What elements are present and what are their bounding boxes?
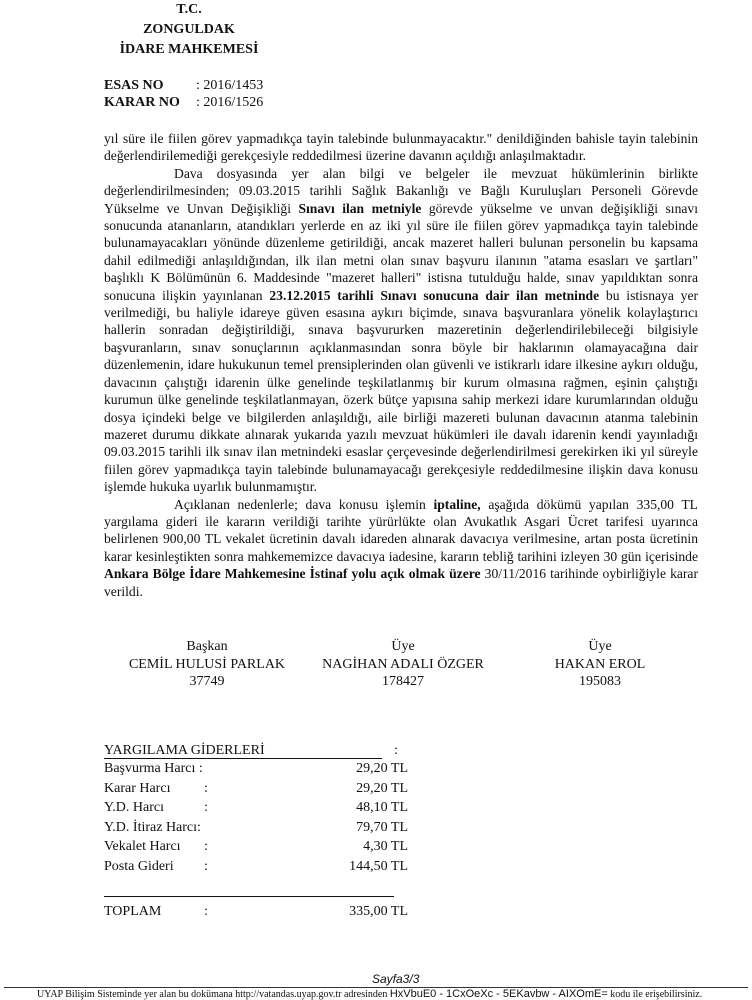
court-header	[104, 0, 274, 60]
paragraph-3-text-b: aşağıda dökümü yapılan 335,00 TL yargılama gideri ile kararın verildiği tarihte yürürlükte olan Avukatlık Asgari Ücret tarifesi uyarınca belirlenen 900,00 TL vekalet ücretinin davalı idareden alınarak davacıya verilmesine, artan posta ücretinin karar kesinleştikten sonra mahkememizce davacıya iadesine, kararın tebliğ tarihini izleyen 30 gün içerisinde	[104, 496, 698, 564]
footer-text-before: UYAP Bilişim Sisteminde yer alan bu dokümana http://vatandas.uyap.gov.tr adresinden	[37, 989, 390, 1000]
cost-total-name: TOPLAM	[104, 903, 162, 919]
cost-row	[104, 780, 408, 800]
header-tc: T.C.	[176, 2, 202, 17]
signature-name: CEMİL HULUSİ PARLAK	[128, 656, 286, 672]
paragraph-2-bold-b: 23.12.2015 tarihli Sınavı sonucuna dair ilan metninde	[269, 287, 600, 303]
costs-title: YARGILAMA GİDERLERİ	[104, 743, 265, 758]
cost-name: Posta Gideri	[104, 858, 174, 874]
cost-value: 29,20 TL	[356, 761, 408, 776]
header-city: ZONGULDAK	[143, 22, 235, 37]
cost-value: 29,20 TL	[356, 780, 408, 796]
paragraph-3-text-a: Açıklanan nedenlerle; dava konusu işlemin	[174, 496, 434, 512]
decision-body	[104, 130, 698, 600]
cost-colon: :	[204, 800, 208, 816]
cost-row	[104, 819, 408, 839]
cost-row	[104, 858, 408, 878]
costs-title-colon: :	[394, 743, 398, 758]
costs-title-row	[104, 742, 408, 760]
cost-row	[104, 838, 408, 858]
paragraph-2	[104, 165, 698, 496]
signature-role: Başkan	[186, 639, 228, 654]
costs-title-underline	[104, 758, 382, 759]
cost-name: Y.D. İtiraz Harcı:	[104, 819, 201, 835]
cost-total-colon: :	[204, 903, 208, 919]
karar-value: : 2016/1526	[196, 95, 264, 110]
karar-label: KARAR NO	[104, 95, 180, 110]
signature-role: Üye	[588, 639, 612, 654]
signature-number: 195083	[579, 674, 621, 689]
paragraph-2-text-b: görevde yükselme ve unvan değişikliği sınavı sonucunda atananların, atandıkları yerlerde en az iki yıl süre ile fiilen görev yapmadıkça tayin talebinde bulunamayacakları yönünde düzenleme getirildiği, ancak mazeret halleri bulunan personelin bu kapsama dahil edilmediği anlaşıldığından, ilk ilan metni olan sınav başvuru ilanının "atama esasları ve şartları" başlıklı K Bölümünün 6. Maddesinde "mazeret halleri" istisna tutulduğu halde, sınav yapıldıktan sonra sonucuna ilişkin yayınlanan	[104, 200, 698, 303]
esas-row	[104, 77, 263, 94]
signature-member-1	[310, 638, 496, 691]
cost-value: 48,10 TL	[356, 800, 408, 816]
paragraph-2-text-c: bu istisnaya yer verilmediği, bu haliyle idareye güven esasına aykırı biçimde, sınava başvuranlara yönelik kolaylaştırıcı hallerin sonradan değiştirildiği, sınava başvururken mazeretinin değerlendirilebileceği bilgisiyle başvuranların, sınav sonuçlarının açıklanmasından sonra böyle bir haklarının olamayacağına dair düzenlemenin, idare hukukunun temel prensiplerinden olan güvenli ve istikrarlı idare ilkesine aykırı olduğu, davacının çalıştığı idarenin ülke genelinde teşkilatlanmış bir kurum olmasına rağmen, eşinin çalıştığı kurumun ülke genelinde teşkilatlanmayan, özerk bütçe yapısına sahip merkezi idare kurumlarından olduğu dosya içindeki belge ve bilgilerden anlaşıldığı, aile birliği mazereti bulunan davacının atanma talebinin mazeret durumu dikkate alınarak yukarıda yazılı mevzuat hükümleri ile davalı idarenin kendi yayınladığı 09.03.2015 tarihli ilk sınav ilan metnindeki esaslar çerçevesinde değerlendirilmesi gerekirken iki yıl süreyle fiilen görev yapmadıkça tayin talebinde bulunamayacağı gerekçesiyle reddedilmesine ilişkin dava konusu işlemde hukuka uyarlık bulunmamıştır.	[104, 287, 699, 495]
cost-colon: :	[204, 780, 208, 796]
paragraph-3	[104, 496, 698, 600]
costs-total-divider	[104, 896, 394, 897]
cost-colon: :	[204, 839, 208, 855]
esas-value: : 2016/1453	[196, 78, 264, 93]
signature-member-2	[546, 638, 654, 691]
cost-name: Karar Harcı	[104, 780, 171, 796]
paragraph-3-bold-b: Ankara Bölge İdare Mahkemesine İstinaf yolu açık olmak üzere	[104, 566, 481, 582]
cost-value: 79,70 TL	[356, 819, 408, 835]
signature-role: Üye	[391, 639, 415, 654]
signature-president	[118, 638, 296, 691]
page-number: Sayfa3/3	[372, 972, 420, 986]
paragraph-1: yıl süre ile fiilen görev yapmadıkça tayin talebinde bulunmayacaktır." denildiğinden bahisle tayin talebinin değerlendirilemediği gerekçesiyle reddedilmesi üzerine davanın açıldığı anlaşılmaktadır.	[104, 131, 698, 164]
header-court: İDARE MAHKEMESİ	[119, 42, 259, 57]
cost-name: Vekalet Harcı	[104, 839, 181, 855]
case-meta	[104, 77, 263, 111]
paragraph-3-text-c: 30/11/2016 tarihinde oybirliğiyle karar verildi.	[104, 566, 698, 599]
paragraph-3-bold-a: iptaline,	[433, 496, 481, 512]
karar-row	[104, 94, 263, 111]
cost-row	[104, 799, 408, 819]
signature-number: 178427	[382, 674, 424, 689]
footer	[37, 989, 702, 1000]
cost-value: 144,50 TL	[349, 858, 408, 874]
cost-value: 4,30 TL	[363, 839, 408, 855]
cost-colon: :	[204, 858, 208, 874]
footer-text-after: kodu ile erişebilirsiniz.	[607, 989, 703, 1000]
esas-label: ESAS NO	[104, 78, 164, 93]
cost-name: Y.D. Harcı	[104, 800, 165, 816]
footer-access-code: HxVbuE0 - 1CxOeXc - 5EKavbw - AIXOmE=	[389, 988, 608, 1000]
paragraph-2-bold-a: Sınavı ilan metniyle	[298, 200, 422, 216]
signature-number: 37749	[189, 674, 225, 689]
cost-row	[104, 760, 408, 780]
cost-name: Başvurma Harcı :	[104, 761, 203, 776]
cost-total-row	[104, 903, 408, 923]
signature-name: NAGİHAN ADALI ÖZGER	[322, 656, 484, 672]
signature-name: HAKAN EROL	[554, 656, 646, 672]
cost-total-value: 335,00 TL	[349, 903, 408, 919]
paragraph-2-text-a: Dava dosyasında yer alan bilgi ve belgeler ile mevzuat hükümlerinin birlikte değerlendirilmesinden; 09.03.2015 tarihli Sağlık Bakanlığı ve Bağlı Kuruluşları Personeli Görevde Yükselme ve Unvan Değişikliği	[104, 165, 698, 216]
costs-table	[104, 742, 408, 922]
footer-divider	[4, 987, 748, 988]
